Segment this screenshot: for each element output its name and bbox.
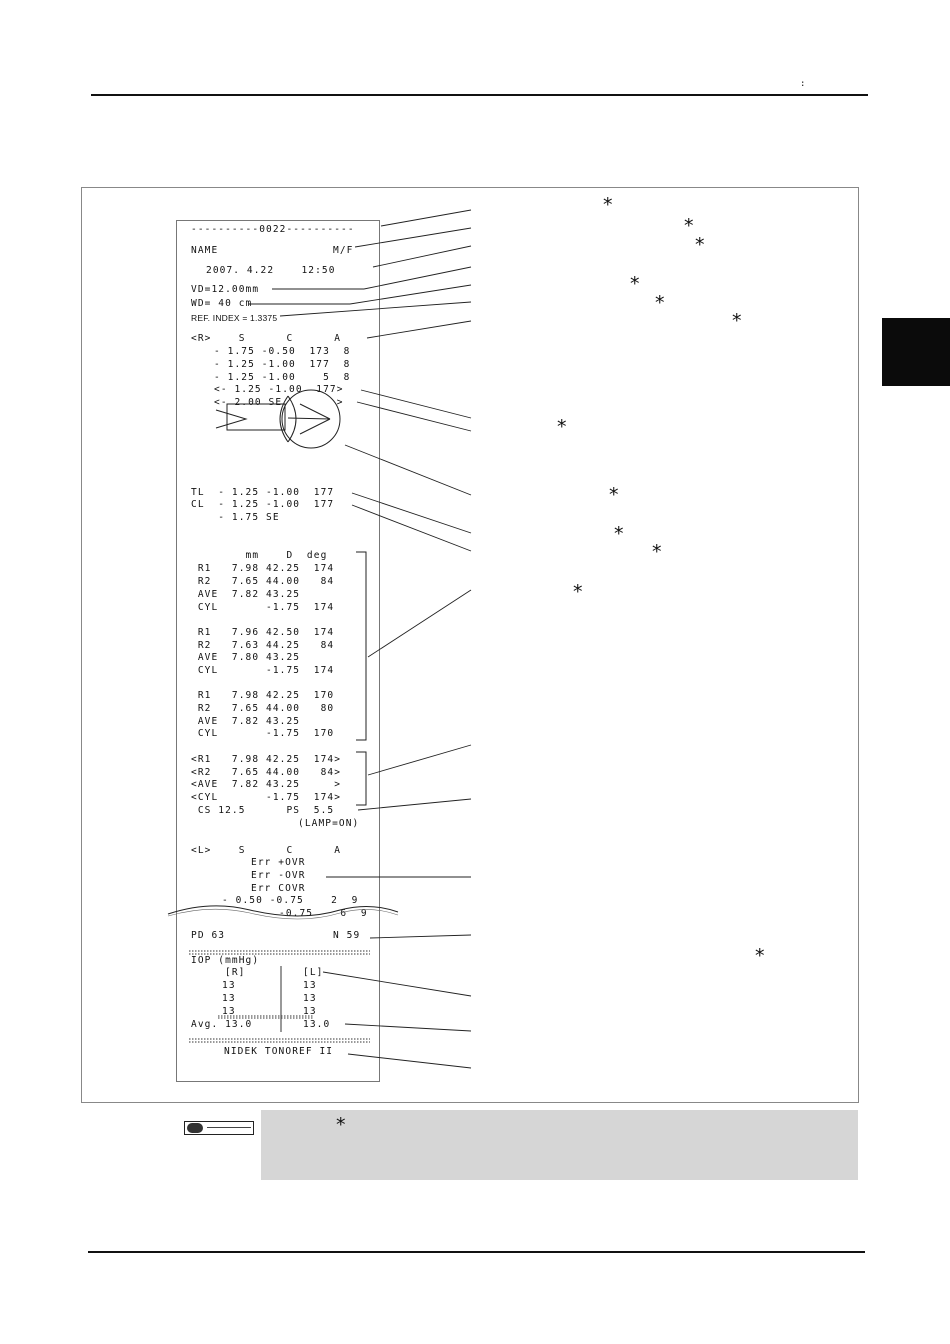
printout-line: - 0.50 -0.75 2 9 (222, 895, 359, 906)
printout-line: IOP (mmHg) (191, 955, 260, 966)
printout-line: 13.0 (303, 1019, 331, 1030)
printout-line: <- 1.25 -1.00 177> (214, 384, 344, 395)
printout-line: - 1.75 -0.50 173 8 (214, 346, 351, 357)
printout-line: PD 63 (191, 930, 226, 941)
printout-line: NIDEK TONOREF II (224, 1046, 334, 1057)
printout-line: R1 7.98 42.25 174 (191, 563, 335, 574)
asterisk-icon: * (652, 541, 662, 563)
printout-line: CYL -1.75 174 (191, 665, 335, 676)
asterisk-icon: * (614, 523, 624, 545)
printout-line: 13 (303, 993, 317, 1004)
printout-line: 13 (222, 1006, 236, 1017)
printout-line: AVE 7.82 43.25 (191, 589, 301, 600)
printout-line: (LAMP=ON) (298, 818, 360, 829)
printout-line: Err -OVR (251, 870, 306, 881)
printout-line: M/F (333, 245, 354, 256)
printout-line: WD= 40 cm (191, 298, 253, 309)
printout-line: ----------0022---------- (191, 224, 355, 235)
printout-line: 13 (222, 993, 236, 1004)
printout-line: <CYL -1.75 174> (191, 792, 342, 803)
printout-line: - 1.25 -1.00 5 8 (214, 372, 351, 383)
printout-line: 2007. 4.22 12:50 (206, 265, 336, 276)
printout-line: Err +OVR (251, 857, 306, 868)
printout-line: CS 12.5 PS 5.5 (191, 805, 335, 816)
asterisk-icon: * (557, 416, 567, 438)
printout-line: N 59 (333, 930, 361, 941)
printout-line: R2 7.65 44.00 84 (191, 576, 335, 587)
printout-line: - 1.25 -1.00 177 8 (214, 359, 351, 370)
printout-line: -0.75 6 9 (279, 908, 368, 919)
asterisk-icon: * (732, 310, 742, 332)
note-star: * (336, 1114, 346, 1136)
printout-line: CYL -1.75 170 (191, 728, 335, 739)
asterisk-icon: * (684, 215, 694, 237)
asterisk-icon: * (603, 194, 613, 216)
bracket-keratometry-icon (356, 552, 366, 805)
note-memo-icon (184, 1121, 254, 1135)
leader-lines (248, 210, 471, 1068)
printout-line: - 1.75 SE (191, 512, 280, 523)
asterisk-icon: * (573, 581, 583, 603)
printout-line: R1 7.96 42.50 174 (191, 627, 335, 638)
asterisk-icon: * (695, 234, 705, 256)
header-corner-mark: : (800, 79, 806, 89)
asterisk-icon: * (630, 273, 640, 295)
printout-line: <R2 7.65 44.00 84> (191, 767, 342, 778)
printout-line: R2 7.63 44.25 84 (191, 640, 335, 651)
printout-line: Err COVR (251, 883, 306, 894)
printout-line: [R] (225, 967, 246, 978)
printout-line: R2 7.65 44.00 80 (191, 703, 335, 714)
printout-line: [L] (303, 967, 324, 978)
printout-line: R1 7.98 42.25 170 (191, 690, 335, 701)
printout-line: Avg. 13.0 (191, 1019, 253, 1030)
asterisk-icon: * (609, 484, 619, 506)
printout-line: 13 (303, 1006, 317, 1017)
printout-line: <L> S C A (191, 845, 342, 856)
eye-diagram-icon (216, 390, 340, 448)
printout-line: mm D deg (191, 550, 328, 561)
dotted-separators (189, 951, 370, 1042)
asterisk-icon: * (755, 945, 765, 967)
printout-line: <- 2.00 SE > (214, 397, 344, 408)
printout-line: <R1 7.98 42.25 174> (191, 754, 342, 765)
printout-line: AVE 7.80 43.25 (191, 652, 301, 663)
printout-line: VD=12.00mm (191, 284, 260, 295)
paper-cut-wave (168, 906, 398, 916)
printout-line: <R> S C A (191, 333, 342, 344)
printout-line: AVE 7.82 43.25 (191, 716, 301, 727)
printout-line: CL - 1.25 -1.00 177 (191, 499, 335, 510)
asterisk-icon: * (655, 292, 665, 314)
printout-line: REF. INDEX = 1.3375 (191, 313, 278, 323)
printout-line: 13 (303, 980, 317, 991)
printout-line: 13 (222, 980, 236, 991)
printout-line: CYL -1.75 174 (191, 602, 335, 613)
footer-rule (88, 1251, 865, 1253)
note-box (261, 1110, 858, 1180)
printout-line: <AVE 7.82 43.25 > (191, 779, 342, 790)
printout-line: NAME (191, 245, 219, 256)
printout-line: TL - 1.25 -1.00 177 (191, 487, 335, 498)
